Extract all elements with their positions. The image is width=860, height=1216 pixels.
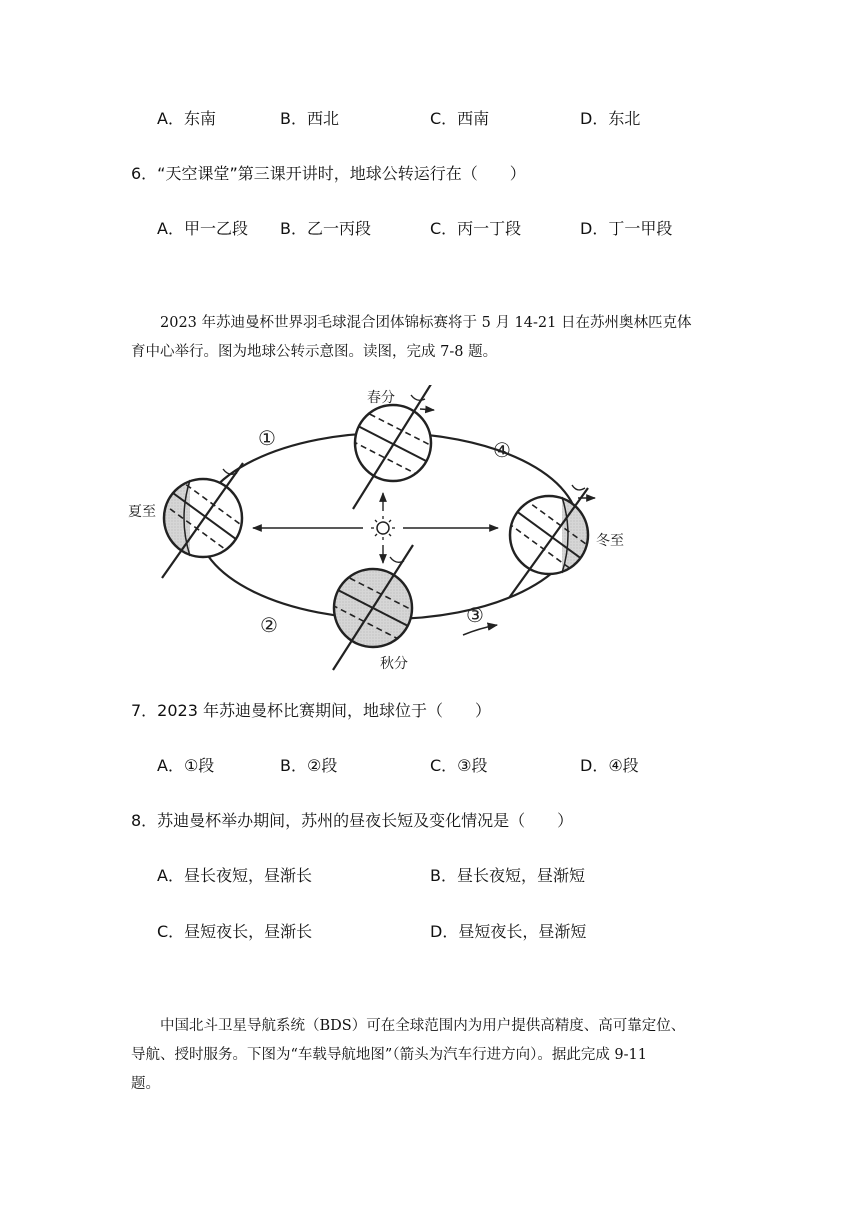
globe-winter-solstice xyxy=(508,485,595,598)
earth-revolution-figure xyxy=(120,385,640,680)
q6-option-b: B．乙一丙段 xyxy=(280,219,371,238)
q7-option-d: D．④段 xyxy=(580,756,639,775)
passage1-line2: 育中心举行。图为地球公转示意图。读图，完成 7-8 题。 xyxy=(131,344,498,360)
q7-option-b: B．②段 xyxy=(280,756,338,775)
q7-stem: 7．2023 年苏迪曼杯比赛期间，地球位于（ ） xyxy=(131,701,491,720)
q8-option-b: B．昼长夜短，昼渐短 xyxy=(430,866,585,885)
label-segment-1: ① xyxy=(258,426,276,450)
q6-stem: 6．“天空课堂”第三课开讲时，地球公转运行在（ ） xyxy=(131,164,526,183)
q5-option-a: A．东南 xyxy=(157,109,216,128)
q7-option-c: C．③段 xyxy=(430,756,488,775)
q6-option-d: D．丁一甲段 xyxy=(580,219,673,238)
passage2-line1: 中国北斗卫星导航系统（BDS）可在全球范围内为用户提供高精度、高可靠定位、 xyxy=(160,1018,686,1034)
q6-option-c: C．丙一丁段 xyxy=(430,219,522,238)
passage1-line1: 2023 年苏迪曼杯世界羽毛球混合团体锦标赛将于 5 月 14-21 日在苏州奥林匹克体 xyxy=(160,315,692,331)
label-autumn-equinox: 秋分 xyxy=(380,656,408,672)
passage-sudirman-cup xyxy=(131,309,731,367)
passage2-line3: 题。 xyxy=(131,1076,160,1092)
label-summer-solstice: 夏至 xyxy=(128,504,156,520)
q5-option-b: B．西北 xyxy=(280,109,339,128)
label-segment-2: ② xyxy=(260,613,278,637)
passage2-line2: 导航、授时服务。下图为“车载导航地图”（箭头为汽车行进方向）。据此完成 9-11 xyxy=(131,1047,648,1063)
label-segment-3: ③ xyxy=(466,603,484,627)
label-spring-equinox: 春分 xyxy=(367,390,395,406)
sun-icon xyxy=(371,516,395,540)
globe-summer-solstice xyxy=(160,463,244,578)
passage-beidou xyxy=(131,1012,731,1099)
q8-stem: 8．苏迪曼杯举办期间，苏州的昼夜长短及变化情况是（ ） xyxy=(131,811,574,830)
globe-autumn-equinox xyxy=(332,545,414,670)
label-segment-4: ④ xyxy=(493,438,511,462)
q8-option-c: C．昼短夜长，昼渐长 xyxy=(157,922,313,941)
q7-option-a: A．①段 xyxy=(157,756,215,775)
q5-option-d: D．东北 xyxy=(580,109,641,128)
label-winter-solstice: 冬至 xyxy=(596,533,624,549)
q6-option-a: A．甲一乙段 xyxy=(157,219,248,238)
q8-option-d: D．昼短夜长，昼渐短 xyxy=(430,922,587,941)
q5-option-c: C．西南 xyxy=(430,109,490,128)
q8-option-a: A．昼长夜短，昼渐长 xyxy=(157,866,312,885)
